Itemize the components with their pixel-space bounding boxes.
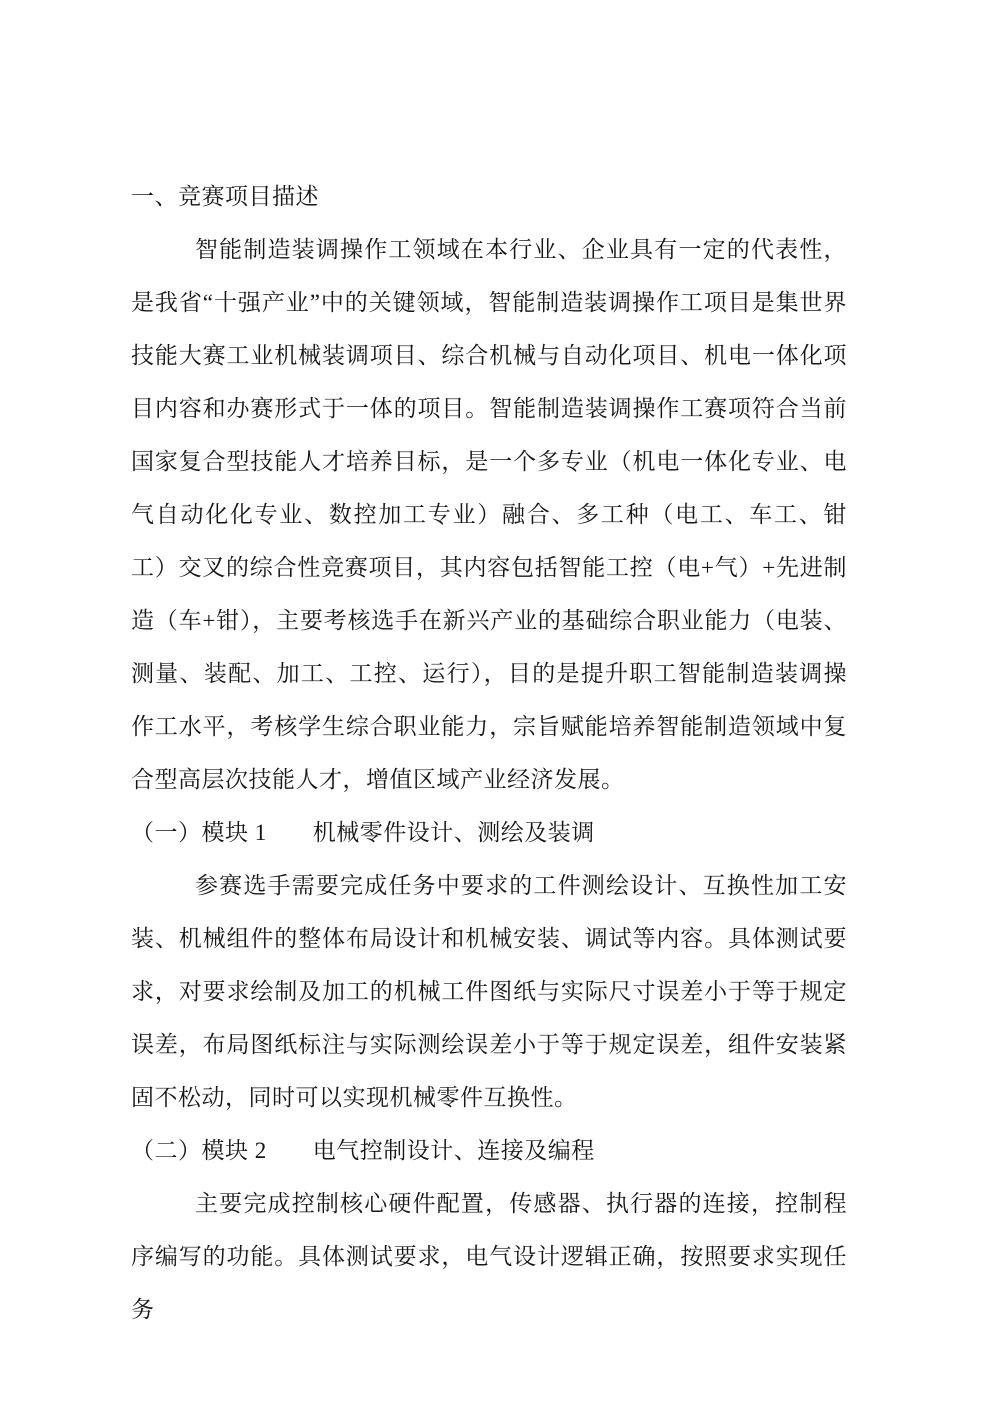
section-2-paragraph: 主要完成控制核心硬件配置，传感器、执行器的连接，控制程序编写的功能。具体测试要求，电气设计逻辑正确，按照要求实现任务 xyxy=(131,1191,847,1322)
section-2-heading xyxy=(131,1124,847,1177)
section-2-title: 电气控制设计、连接及编程 xyxy=(312,1138,595,1163)
section-1-paragraph: 参赛选手需要完成任务中要求的工件测绘设计、互换性加工安装、机械组件的整体布局设计和机械安装、调试等内容。具体测试要求，对要求绘制及加工的机械工件图纸与实际尺寸误差小于等于规定误差，布局图纸标注与实际测绘误差小于等于规定误差，组件安装紧固不松动，同时可以实现机械零件互换性。 xyxy=(131,873,847,1110)
section-1-label: （一）模块 1 xyxy=(131,820,267,845)
section-1-title: 机械零件设计、测绘及装调 xyxy=(312,820,595,845)
intro-paragraph: 智能制造装调操作工领域在本行业、企业具有一定的代表性，是我省“十强产业”中的关键领域，智能制造装调操作工项目是集世界技能大赛工业机械装调项目、综合机械与自动化项目、机电一体化项目内容和办赛形式于一体的项目。智能制造装调操作工赛项符合当前国家复合型技能人才培养目标，是一个多专业（机电一体化专业、电气自动化化专业、数控加工专业）融合、多工种（电工、车工、钳工）交叉的综合性竞赛项目，其内容包括智能工控（电+气）+先进制造（车+钳），主要考核选手在新兴产业的基础综合职业能力（电装、测量、装配、加工、工控、运行），目的是提升职工智能制造装调操作工水平，考核学生综合职业能力，宗旨赋能培养智能制造领域中复合型高层次技能人才，增值区域产业经济发展。 xyxy=(131,237,847,792)
section-1-heading xyxy=(131,806,847,859)
document-title: 一、竞赛项目描述 xyxy=(131,184,319,209)
section-2-label: （二）模块 2 xyxy=(131,1138,267,1163)
